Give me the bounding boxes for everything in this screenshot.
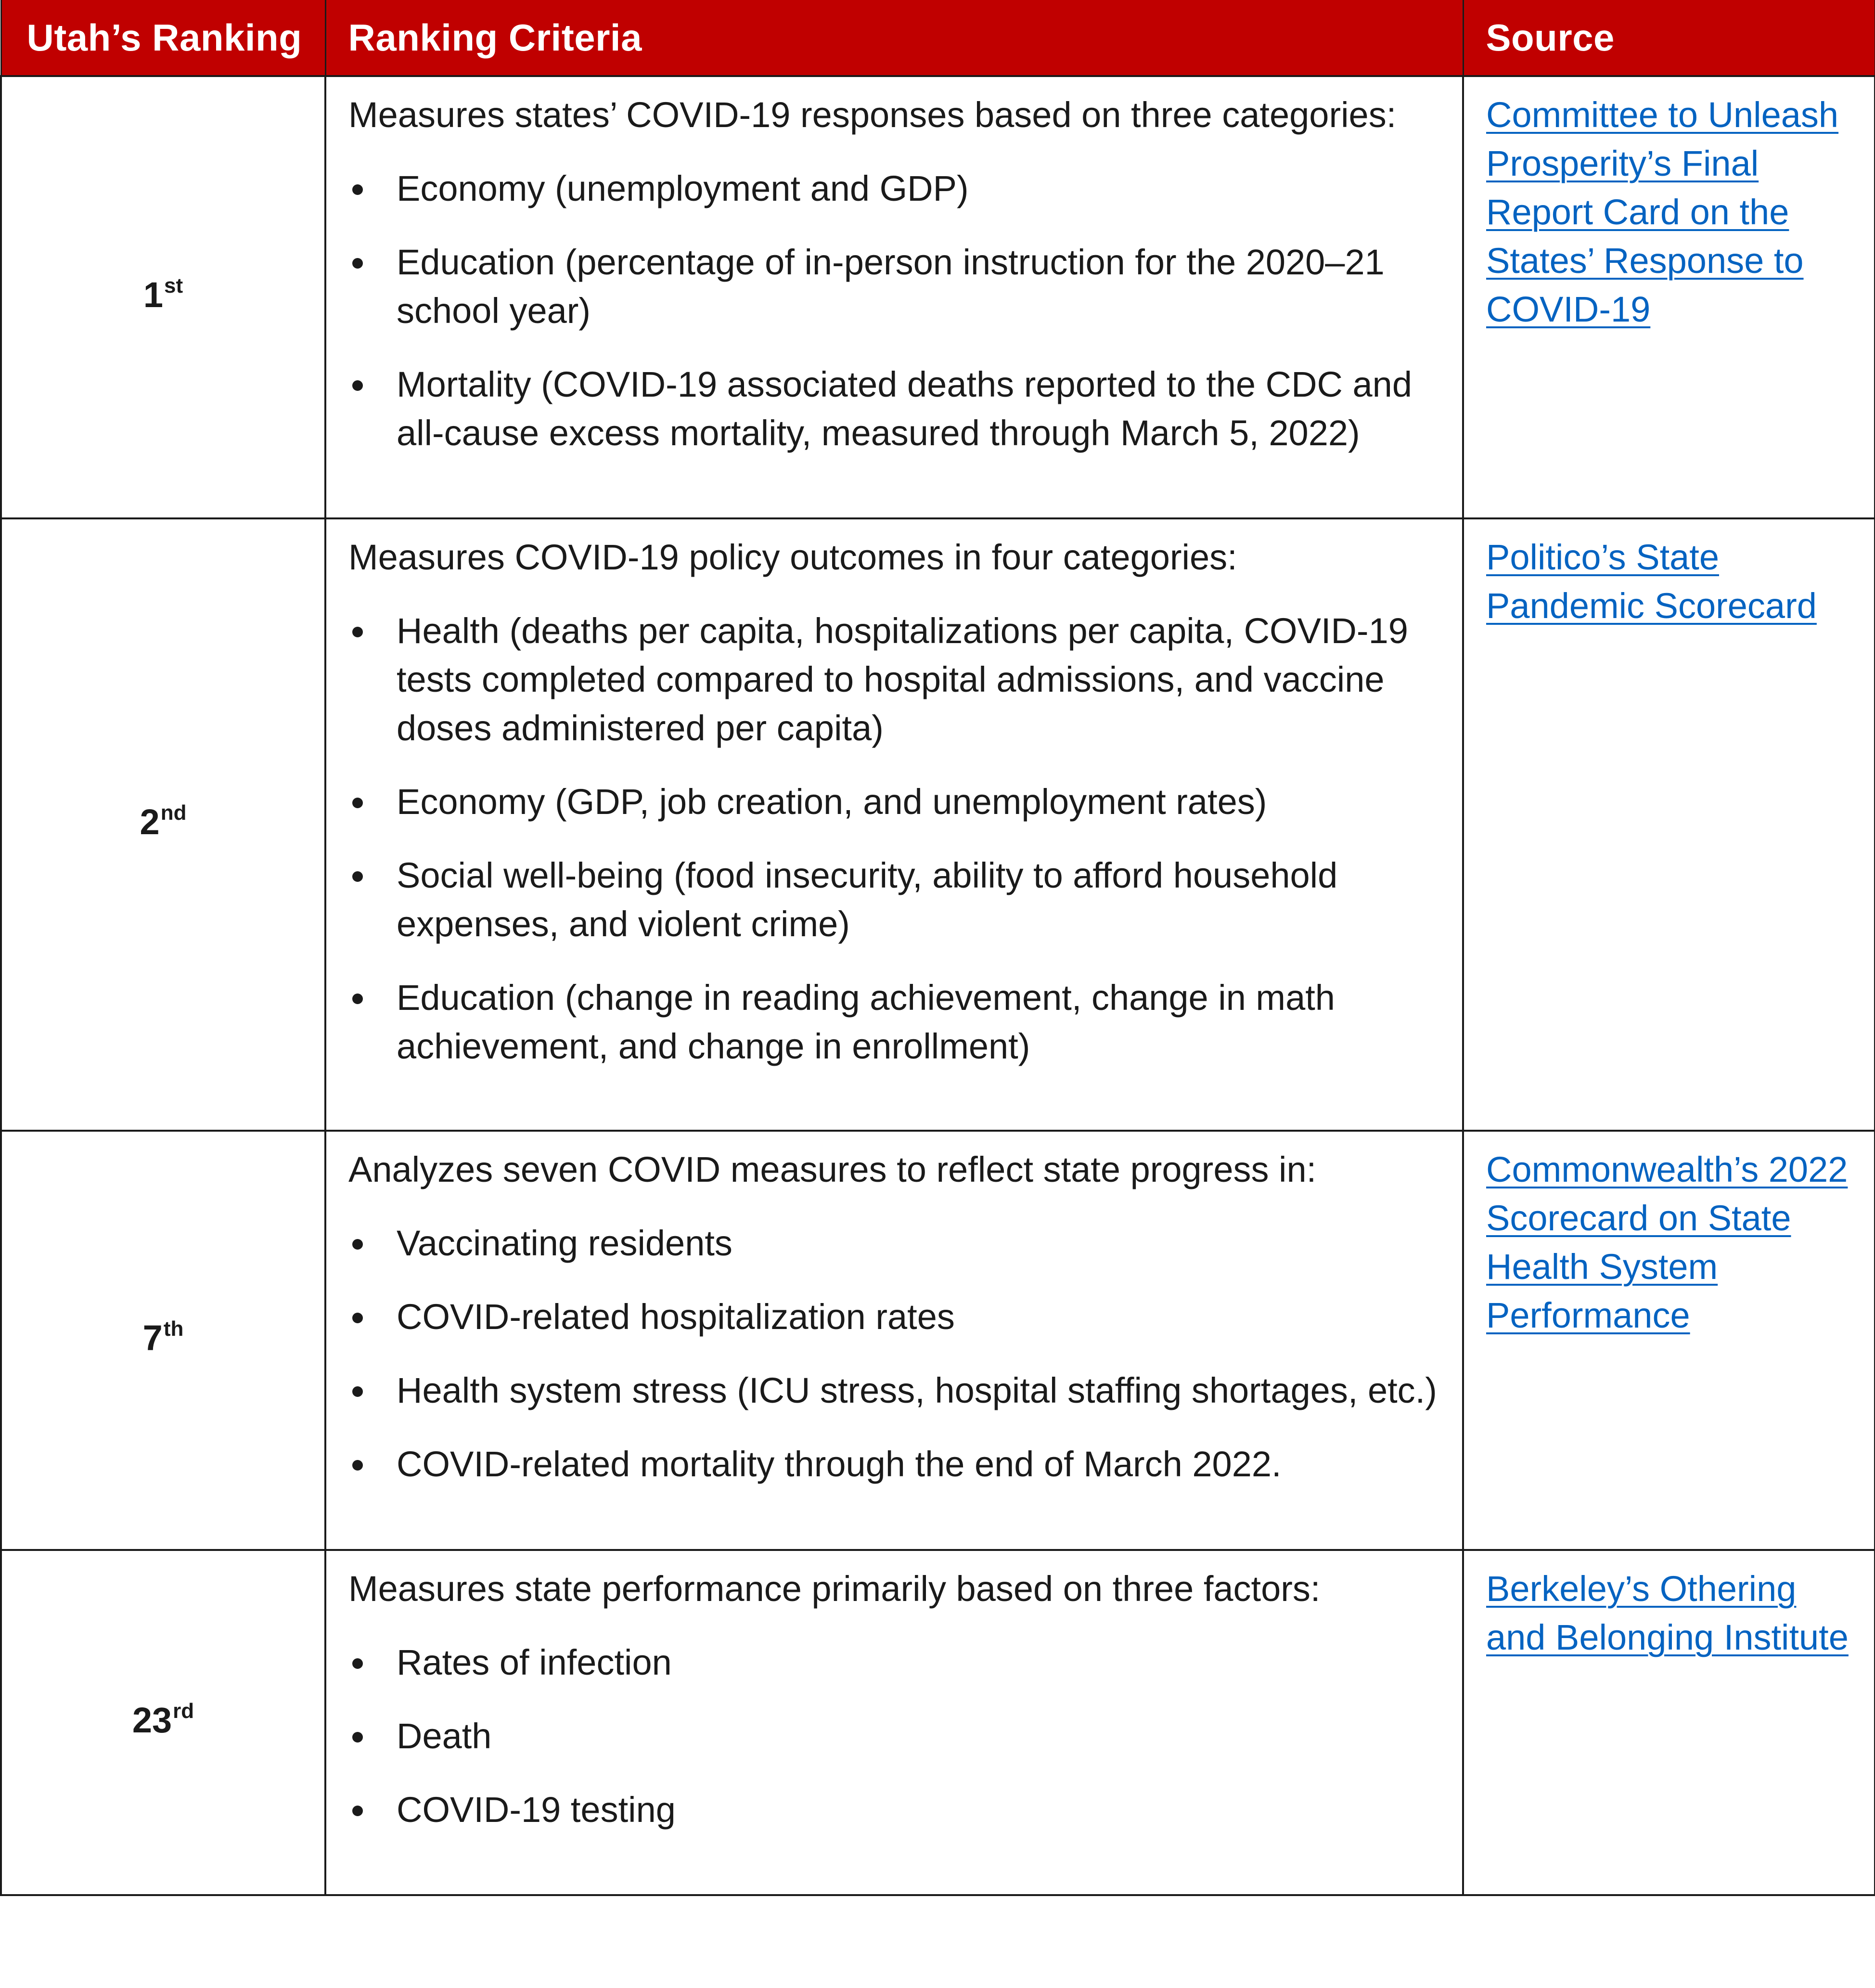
table-row-rank-23 — [1, 1550, 1875, 1895]
source-link-committee-to-unleash-prosperity[interactable]: Committee to Unleash Prosperity’s Final Report Card on the States’ Response to COVID-19 — [1486, 95, 1839, 329]
header-source: Source — [1463, 0, 1875, 76]
criteria-intro: Measures COVID-19 policy outcomes in four categories: — [348, 537, 1237, 577]
criteria-list — [348, 607, 1440, 1071]
rank-number: 23 — [132, 1700, 172, 1740]
criteria-intro: Measures state performance primarily based on three factors: — [348, 1569, 1321, 1609]
criteria-item: Rates of infection — [348, 1638, 1440, 1687]
criteria-item: Health system stress (ICU stress, hospital staffing shortages, etc.) — [348, 1366, 1440, 1415]
criteria-item: Economy (unemployment and GDP) — [348, 164, 1440, 213]
source-cell — [1463, 518, 1875, 1131]
source-cell — [1463, 76, 1875, 518]
table-row-rank-1 — [1, 76, 1875, 518]
criteria-item: Vaccinating residents — [348, 1219, 1440, 1267]
criteria-item: Health (deaths per capita, hospitalizations per capita, COVID-19 tests completed compared to hospital admissions, and vaccine doses administered per capita) — [348, 607, 1440, 752]
criteria-cell — [325, 1550, 1463, 1895]
table-row-rank-2 — [1, 518, 1875, 1131]
criteria-list — [348, 164, 1440, 457]
criteria-intro: Analyzes seven COVID measures to reflect state progress in: — [348, 1149, 1317, 1189]
criteria-intro: Measures states’ COVID-19 responses based on three categories: — [348, 95, 1397, 135]
table-header-row — [1, 0, 1875, 76]
criteria-item: Education (percentage of in-person instruction for the 2020–21 school year) — [348, 238, 1440, 335]
rank-suffix: st — [164, 273, 183, 297]
rank-cell — [1, 1550, 325, 1895]
header-ranking-criteria: Ranking Criteria — [325, 0, 1463, 76]
criteria-item: COVID-related mortality through the end of March 2022. — [348, 1440, 1440, 1488]
rank-suffix: nd — [160, 801, 187, 825]
rank-number: 7 — [142, 1317, 163, 1358]
criteria-item: Mortality (COVID-19 associated deaths reported to the CDC and all-cause excess mortality, measured through March 5, 2022) — [348, 360, 1440, 457]
source-link-commonwealth-scorecard[interactable]: Commonwealth’s 2022 Scorecard on State Health System Performance — [1486, 1149, 1848, 1335]
rank-cell — [1, 76, 325, 518]
source-cell — [1463, 1550, 1875, 1895]
rank-number: 2 — [140, 802, 160, 842]
table-row-rank-7 — [1, 1131, 1875, 1550]
criteria-list — [348, 1219, 1440, 1488]
criteria-cell — [325, 1131, 1463, 1550]
criteria-item: Social well-being (food insecurity, ability to afford household expenses, and violent crime) — [348, 851, 1440, 948]
rank-suffix: rd — [173, 1699, 194, 1723]
source-cell — [1463, 1131, 1875, 1550]
criteria-cell — [325, 518, 1463, 1131]
criteria-item: COVID-related hospitalization rates — [348, 1292, 1440, 1341]
rank-number: 1 — [143, 274, 164, 315]
criteria-cell — [325, 76, 1463, 518]
rank-cell — [1, 1131, 325, 1550]
criteria-item: Education (change in reading achievement, change in math achievement, and change in enrollment) — [348, 973, 1440, 1071]
rank-suffix: th — [163, 1317, 184, 1341]
criteria-item: COVID-19 testing — [348, 1785, 1440, 1834]
criteria-list — [348, 1638, 1440, 1834]
rank-cell — [1, 518, 325, 1131]
source-link-berkeley-othering-belonging[interactable]: Berkeley’s Othering and Belonging Institute — [1486, 1569, 1849, 1657]
source-link-politico-scorecard[interactable]: Politico’s State Pandemic Scorecard — [1486, 537, 1817, 626]
criteria-item: Death — [348, 1712, 1440, 1760]
criteria-item: Economy (GDP, job creation, and unemployment rates) — [348, 777, 1440, 826]
header-utah-ranking: Utah’s Ranking — [1, 0, 325, 76]
